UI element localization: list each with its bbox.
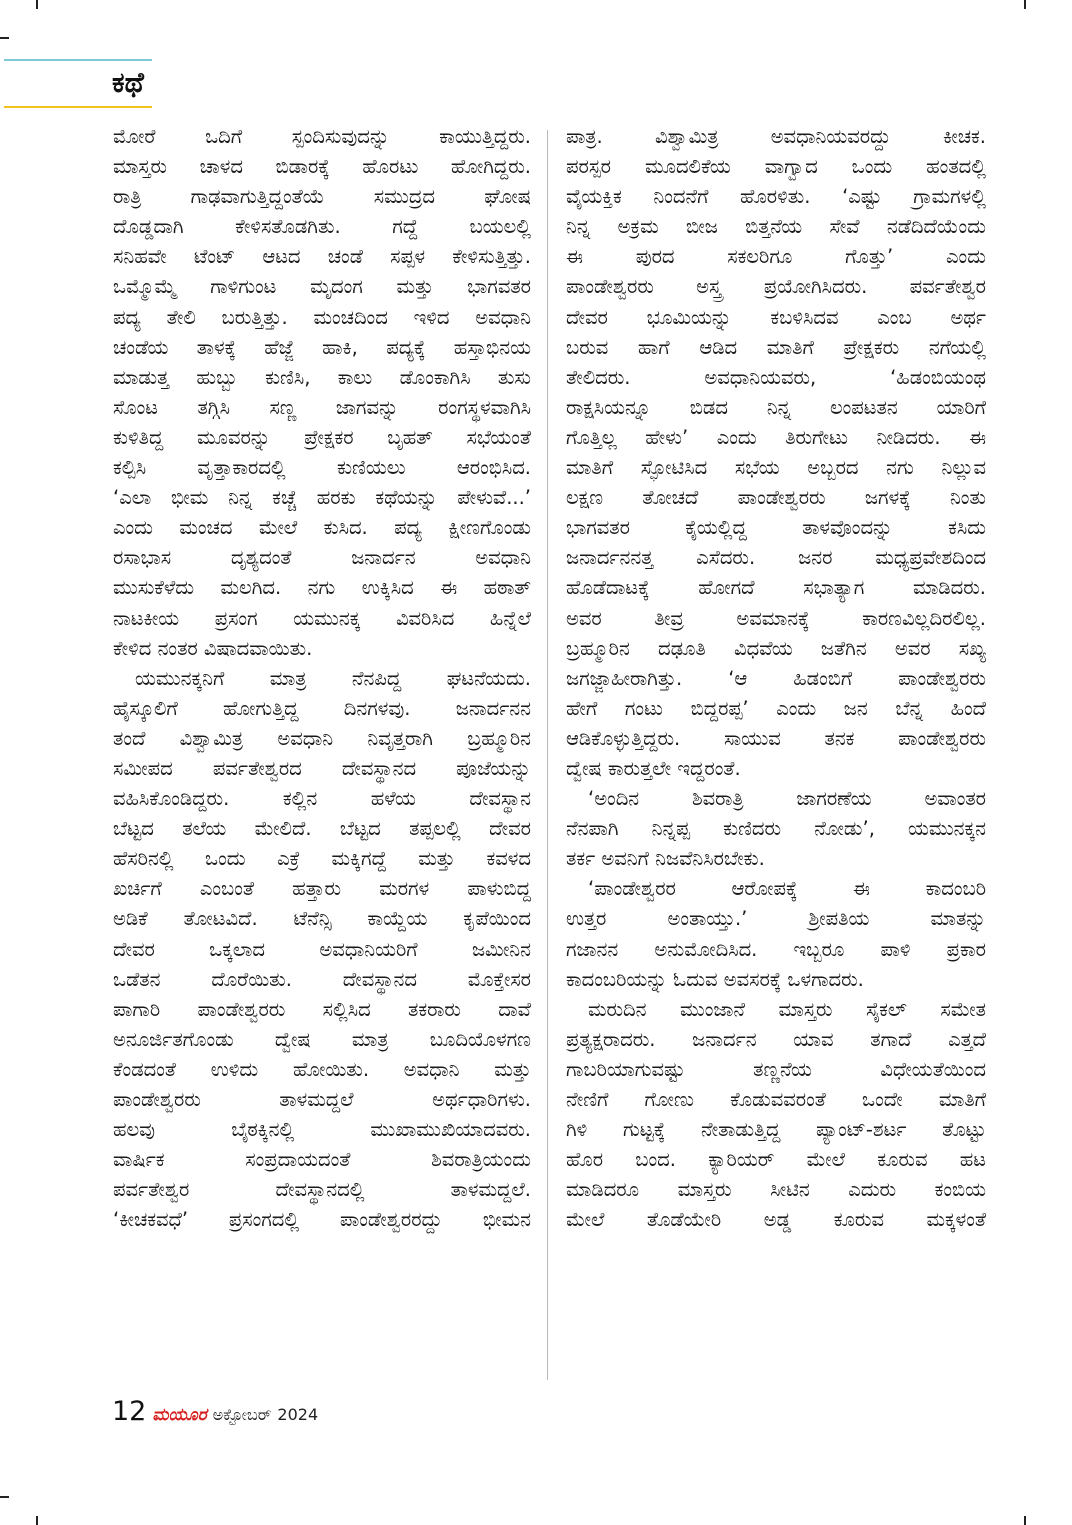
article-column-right (566, 122, 986, 1235)
text-line: ಖರ್ಚಿಗೆ ಎಂಬಂತೆ ಹತ್ತಾರು ಮರಗಳ ಪಾಳುಬಿದ್ದ (113, 877, 531, 901)
text-line: ಆಡಿಕೊಳ್ಳುತ್ತಿದ್ದರು. ಸಾಯುವ ತನಕ ಪಾಂಡೇಶ್ವರರು (566, 726, 986, 750)
text-line: ಲಕ್ಷಣ ತೋಚದೆ ಪಾಂಡೇಶ್ವರರು ಜಗಳಕ್ಕೆ ನಿಂತು (566, 486, 986, 510)
text-line: ಪಾಂಡೇಶ್ವರರು ತಾಳಮದ್ದಲೆ ಅರ್ಥಧಾರಿಗಳು. (113, 1088, 531, 1111)
text-line: ಹೆಸರಿನಲ್ಲಿ ಒಂದು ಎಕ್ರೆ ಮಕ್ಕಿಗದ್ದೆ ಮತ್ತು ಕವಳದ (113, 847, 531, 871)
text-line: ಗಜಾನನ ಅನುಮೋದಿಸಿದ. ಇಬ್ಬರೂ ಪಾಳಿ ಪ್ರಕಾರ (566, 937, 986, 961)
crop-mark (0, 1496, 9, 1498)
text-line: ಬರುವ ಹಾಗೆ ಆಡಿದ ಮಾತಿಗೆ ಪ್ರೇಕ್ಷಕರು ನಗೆಯಲ್ಲಿ (566, 335, 986, 359)
magazine-logo: ಮಯೂರ (152, 1405, 207, 1425)
text-line: ಮೇಲೆ ತೊಡೆಯೇರಿ ಅಡ್ಡ ಕೂರುವ ಮಕ್ಕಳಂತೆ (566, 1208, 986, 1232)
text-line: ನೇಣಿಗೆ ಗೋಣು ಕೊಡುವವರಂತೆ ಒಂದೇ ಮಾತಿಗೆ (566, 1088, 986, 1111)
text-line: ಮಾಡಿದರೂ ಮಾಸ್ತರು ಸೀಟಿನ ಎದುರು ಕಂಬಿಯ (566, 1178, 986, 1202)
text-line: ಮೋರೆ ಒದಿಗೆ ಸ್ಪಂದಿಸುವುದನ್ನು ಕಾಯುತ್ತಿದ್ದರು. (113, 125, 531, 148)
text-line: ‘ಕೀಚಕವಧೆ’ ಪ್ರಸಂಗದಲ್ಲಿ ಪಾಂಡೇಶ್ವರರದ್ದು ಭೀಮನ (113, 1208, 531, 1232)
text-line: ಉತ್ತರ ಅಂತಾಯ್ತು.’ ಶ್ರೀಪತಿಯ ಮಾತನ್ನು (566, 907, 986, 931)
crop-mark (36, 1516, 38, 1525)
crop-mark (36, 0, 38, 9)
text-line: ಬ್ರಹ್ಮೂರಿನ ದಢೂತಿ ವಿಧವೆಯ ಜತೆಗಿನ ಅವರ ಸಖ್ಯ (566, 636, 986, 660)
text-line: ದ್ವೇಷ ಕಾರುತ್ತಲೇ ಇದ್ದರಂತೆ. (566, 756, 741, 780)
text-line: ಯಮುನಕ್ಕನಿಗೆ ಮಾತ್ರ ನೆನಪಿದ್ದ ಘಟನೆಯದು. (135, 666, 531, 690)
text-line: ಮಾಸ್ತರು ಚಾಳದ ಬಿಡಾರಕ್ಕೆ ಹೊರಟು ಹೋಗಿದ್ದರು. (113, 155, 531, 179)
text-line: ಕಲ್ಪಿಸಿ ವೃತ್ತಾಕಾರದಲ್ಲಿ ಕುಣಿಯಲು ಆರಂಭಿಸಿದ. (113, 456, 531, 480)
text-line: ಪರ್ವತೇಶ್ವರ ದೇವಸ್ಥಾನದಲ್ಲಿ ತಾಳಮದ್ದಲೆ. (113, 1178, 531, 1202)
text-line: ಒಡೆತನ ದೊರೆಯಿತು. ದೇವಸ್ಥಾನದ ಮೊಕ್ತೇಸರ (113, 967, 531, 991)
crop-mark (0, 37, 9, 39)
text-line: ಕುಳಿತಿದ್ದ ಮೂವರನ್ನು ಪ್ರೇಕ್ಷಕರ ಬೃಹತ್ ಸಭೆಯಂತೆ (113, 425, 531, 449)
text-line: ಪಾತ್ರ. ವಿಶ್ವಾಮಿತ್ರ ಅವಧಾನಿಯವರದ್ದು ಕೀಚಕ. (566, 125, 986, 148)
issue-month: ಅಕ್ಟೋಬರ್ (212, 1405, 272, 1424)
text-line: ಒಮ್ಮೊಮ್ಮೆ ಗಾಳಿಗುಂಟ ಮೃದಂಗ ಮತ್ತು ಭಾಗವತರ (113, 275, 531, 299)
text-line: ವಾರ್ಷಿಕ ಸಂಪ್ರದಾಯದಂತೆ ಶಿವರಾತ್ರಿಯಂದು (113, 1148, 531, 1172)
section-title: ಕಥೆ (112, 66, 144, 99)
text-line: ಮಾತಿಗೆ ಸ್ಫೋಟಿಸಿದ ಸಭೆಯ ಅಬ್ಬರದ ನಗು ನಿಲ್ಲುವ (566, 456, 986, 480)
text-line: ಗಿಳಿ ಗುಟ್ಟಕ್ಕೆ ನೇತಾಡುತ್ತಿದ್ದ ಪ್ಯಾಂಟ್-ಶರ್ಟ ತೊಟ್ಟು (566, 1118, 986, 1142)
text-line: ಹೈಸ್ಕೂಲಿಗೆ ಹೋಗುತ್ತಿದ್ದ ದಿನಗಳವು. ಜನಾರ್ದನನ (113, 696, 531, 720)
text-line: ದೊಡ್ಡದಾಗಿ ಕೇಳಿಸತೊಡಗಿತು. ಗದ್ದೆ ಬಯಲಲ್ಲಿ (113, 215, 531, 239)
header-accent-line-yellow (4, 106, 152, 108)
page-number: 12 (112, 1396, 147, 1427)
text-line: ಕಾದಂಬರಿಯನ್ನು ಓದುವ ಅವಸರಕ್ಕೆ ಒಳಗಾದರು. (566, 967, 864, 991)
text-line: ಮುಸುಕೆಳೆದು ಮಲಗಿದ. ನಗು ಉಕ್ಕಿಸಿದ ಈ ಹಠಾತ್ (113, 576, 531, 600)
text-line: ಬೆಟ್ಟದ ತಲೆಯ ಮೇಲಿದೆ. ಬೆಟ್ಟದ ತಪ್ಪಲಲ್ಲಿ ದೇವರ (113, 817, 531, 841)
article-column-left (113, 122, 531, 1235)
text-line: ತಂದೆ ವಿಶ್ವಾಮಿತ್ರ ಅವಧಾನಿ ನಿವೃತ್ತರಾಗಿ ಬ್ರಹ್ಮೂರಿನ (113, 726, 531, 750)
text-line: ಅವರ ತೀವ್ರ ಅವಮಾನಕ್ಕೆ ಕಾರಣವಿಲ್ಲದಿರಲಿಲ್ಲ. (566, 606, 986, 630)
text-line: ದೇವರ ಭೂಮಿಯನ್ನು ಕಬಳಿಸಿದವ ಎಂಬ ಅರ್ಥ (566, 305, 986, 329)
text-line: ‘ಎಲಾ ಭೀಮ ನಿನ್ನ ಕಚ್ಚೆ ಹರಕು ಕಥೆಯನ್ನು ಪೇಳುವೆ...’ (113, 486, 531, 510)
text-line: ಜನಾರ್ದನನತ್ತ ಎಸೆದರು. ಜನರ ಮಧ್ಯಪ್ರವೇಶದಿಂದ (566, 546, 986, 570)
text-line: ಹೇಗೆ ಗಂಟು ಬಿದ್ದರಪ್ಪ’ ಎಂದು ಜನ ಬೆನ್ನ ಹಿಂದೆ (566, 696, 986, 720)
text-line: ತರ್ಕ ಅವನಿಗೆ ನಿಜವೆನಿಸಿರಬೇಕು. (566, 847, 765, 871)
text-line: ಸನಿಹವೇ ಟೆಂಟ್ ಆಟದ ಚಂಡೆ ಸಪ್ಪಳ ಕೇಳಿಸುತ್ತಿತ್ತು. (113, 245, 531, 269)
text-line: ಅಡಿಕೆ ತೋಟವಿದೆ. ಟೆನೆನ್ಸಿ ಕಾಯ್ದೆಯ ಕೃಪೆಯಿಂದ (113, 907, 531, 931)
text-line: ಭಾಗವತರ ಕೈಯಲ್ಲಿದ್ದ ತಾಳವೊಂದನ್ನು ಕಸಿದು (566, 516, 986, 540)
text-line: ತೇಲಿದರು. ಅವಧಾನಿಯವರು, ‘ಹಿಡಂಬಿಯಂಥ (566, 365, 986, 389)
text-line: ಹಲವು ಬೈಠಕ್ಕಿನಲ್ಲಿ ಮುಖಾಮುಖಿಯಾದವರು. (113, 1118, 531, 1142)
text-line: ಜಗಜ್ಜಾಹೀರಾಗಿತ್ತು. ‘ಆ ಹಿಡಂಬಿಗೆ ಪಾಂಡೇಶ್ವರರು (566, 666, 986, 690)
text-line: ಸೊಂಟ ತಗ್ಗಿಸಿ ಸಣ್ಣ ಜಾಗವನ್ನು ರಂಗಸ್ಥಳವಾಗಿಸಿ (113, 395, 531, 419)
text-line: ಹೊಡೆದಾಟಕ್ಕೆ ಹೋಗದೆ ಸಭಾತ್ಯಾಗ ಮಾಡಿದರು. (566, 576, 986, 600)
text-line: ಈ ಪುರದ ಸಕಲರಿಗೂ ಗೊತ್ತು’ ಎಂದು (566, 245, 986, 269)
text-line: ನಿನ್ನ ಅಕ್ರಮ ಬೀಜ ಬಿತ್ತನೆಯ ಸೇವೆ ನಡೆದಿದೆಯೆಂದು (566, 215, 986, 239)
text-line: ವಹಿಸಿಕೊಂಡಿದ್ದರು. ಕಲ್ಲಿನ ಹಳೆಯ ದೇವಸ್ಥಾನ (113, 787, 531, 811)
text-line: ಕೇಳಿದ ನಂತರ ವಿಷಾದವಾಯಿತು. (113, 636, 313, 660)
text-line: ನಾಟಕೀಯ ಪ್ರಸಂಗ ಯಮುನಕ್ಕ ವಿವರಿಸಿದ ಹಿನ್ನೆಲೆ (113, 606, 531, 630)
text-line: ಗೊತ್ತಿಲ್ಲ ಹೇಳು’ ಎಂದು ತಿರುಗೇಟು ನೀಡಿದರು. ಈ (566, 425, 986, 449)
text-line: ಸಮೀಪದ ಪರ್ವತೇಶ್ವರದ ದೇವಸ್ಥಾನದ ಪೂಜೆಯನ್ನು (113, 756, 531, 780)
issue-year: 2024 (277, 1405, 319, 1424)
text-line: ರಸಾಭಾಸ ದೃಶ್ಯದಂತೆ ಜನಾರ್ದನ ಅವಧಾನಿ (113, 546, 531, 570)
text-line: ನೆನಪಾಗಿ ನಿನ್ನಪ್ಪ ಕುಣಿದರು ನೋಡು’, ಯಮುನಕ್ಕನ (566, 817, 986, 841)
page-footer (112, 1396, 318, 1427)
text-line: ಪರಸ್ಪರ ಮೂದಲಿಕೆಯ ವಾಗ್ವಾದ ಒಂದು ಹಂತದಲ್ಲಿ (566, 155, 986, 179)
text-line: ರಾತ್ರಿ ಗಾಢವಾಗುತ್ತಿದ್ದಂತೆಯೆ ಸಮುದ್ರದ ಘೋಷ (113, 185, 531, 209)
text-line: ‘ಪಾಂಡೇಶ್ವರರ ಆರೋಪಕ್ಕೆ ಈ ಕಾದಂಬರಿ (588, 877, 986, 901)
text-line: ಗಾಬರಿಯಾಗುವಷ್ಟು ತಣ್ಣನೆಯ ವಿಧೇಯತೆಯಿಂದ (566, 1057, 986, 1081)
text-line: ಪಾಗಾರಿ ಪಾಂಡೇಶ್ವರರು ಸಲ್ಲಿಸಿದ ತಕರಾರು ದಾವೆ (113, 997, 531, 1021)
text-line: ಕೆಂಡದಂತೆ ಉಳಿದು ಹೋಯಿತು. ಅವಧಾನಿ ಮತ್ತು (113, 1057, 531, 1081)
text-line: ರಾಕ್ಷಸಿಯನ್ನೂ ಬಿಡದ ನಿನ್ನ ಲಂಪಟತನ ಯಾರಿಗೆ (566, 395, 986, 419)
header-accent-line-blue (4, 59, 152, 61)
text-line: ವೈಯಕ್ತಿಕ ನಿಂದನೆಗೆ ಹೊರಳಿತು. ‘ಎಷ್ಟು ಗ್ರಾಮಗಳಲ್ಲಿ (566, 185, 986, 209)
text-line: ಪಾಂಡೇಶ್ವರರು ಅಸ್ತ್ರ ಪ್ರಯೋಗಿಸಿದರು. ಪರ್ವತೇಶ್ವರ (566, 275, 986, 299)
crop-mark (1024, 0, 1026, 9)
text-line: ಮಾಡುತ್ತ ಹುಬ್ಬು ಕುಣಿಸಿ, ಕಾಲು ಡೊಂಕಾಗಿಸಿ ತುಸು (113, 365, 531, 389)
column-divider (547, 130, 548, 1380)
text-line: ಪ್ರತ್ಯಕ್ಷರಾದರು. ಜನಾರ್ದನ ಯಾವ ತಗಾದೆ ಎತ್ತದೆ (566, 1027, 986, 1051)
crop-mark (1024, 1516, 1026, 1525)
text-line: ಎಂದು ಮಂಚದ ಮೇಲೆ ಕುಸಿದ. ಪದ್ಯ ಕ್ಷೀಣಗೊಂಡು (113, 516, 531, 540)
text-line: ಹೊರ ಬಂದ. ಕ್ಯಾರಿಯರ್ ಮೇಲೆ ಕೂರುವ ಹಟ (566, 1148, 986, 1172)
text-line: ದೇವರ ಒಕ್ಕಲಾದ ಅವಧಾನಿಯರಿಗೆ ಜಮೀನಿನ (113, 937, 531, 961)
text-line: ಚಂಡೆಯ ತಾಳಕ್ಕೆ ಹೆಜ್ಜೆ ಹಾಕಿ, ಪದ್ಯಕ್ಕೆ ಹಸ್ತಾಭಿನಯ (113, 335, 531, 359)
text-line: ಮರುದಿನ ಮುಂಜಾನೆ ಮಾಸ್ತರು ಸೈಕಲ್ ಸಮೇತ (588, 997, 986, 1021)
text-line: ‘ಅಂದಿನ ಶಿವರಾತ್ರಿ ಜಾಗರಣೆಯ ಅವಾಂತರ (588, 787, 986, 811)
text-line: ಪದ್ಯ ತೇಲಿ ಬರುತ್ತಿತ್ತು. ಮಂಚದಿಂದ ಇಳಿದ ಅವಧಾನಿ (113, 305, 531, 329)
text-line: ಅನೂರ್ಜಿತಗೊಂಡು ದ್ವೇಷ ಮಾತ್ರ ಬೂದಿಯೊಳಗಣ (113, 1027, 531, 1051)
